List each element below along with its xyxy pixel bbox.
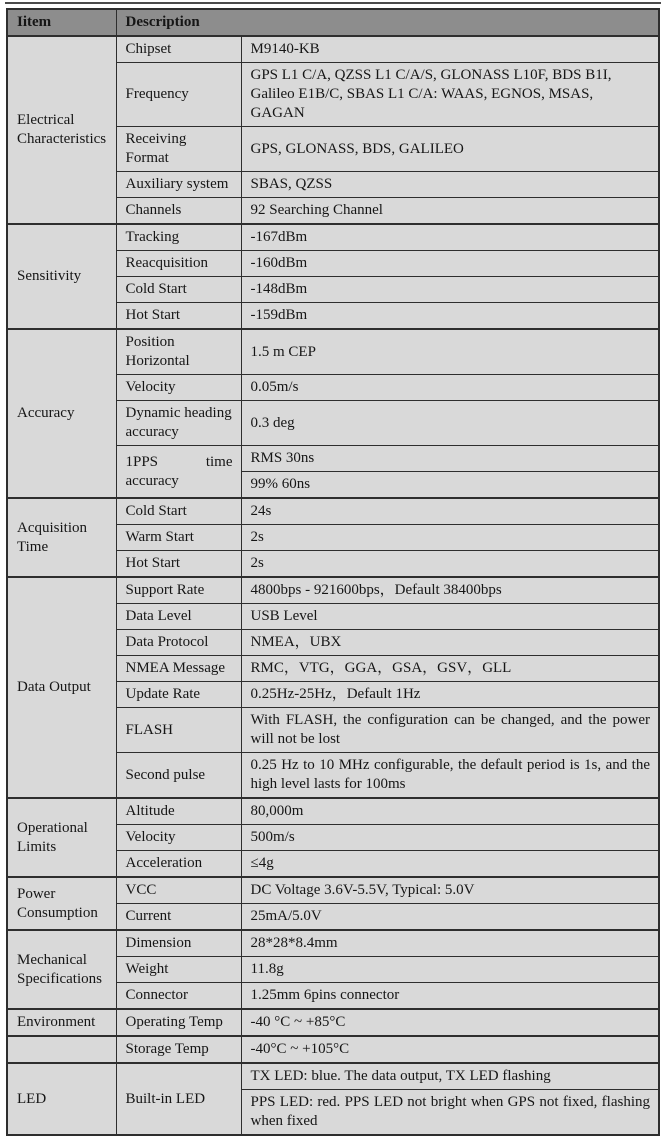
table-row (7, 930, 659, 957)
spec-label-cell: Velocity (116, 825, 241, 851)
spec-value-cell: 1.25mm 6pins connector (241, 983, 659, 1010)
category-cell: Data Output (7, 577, 116, 798)
section-led (7, 1063, 659, 1135)
spec-value-cell: TX LED: blue. The data output, TX LED flashing (241, 1063, 659, 1090)
spec-value-cell: -148dBm (241, 277, 659, 303)
spec-value-cell: ≤4g (241, 851, 659, 878)
section-data-output (7, 577, 659, 798)
category-cell: Accuracy (7, 329, 116, 498)
category-cell: Mechanical Specifications (7, 930, 116, 1009)
spec-value-cell: GPS, GLONASS, BDS, GALILEO (241, 127, 659, 172)
spec-value-cell: -159dBm (241, 303, 659, 330)
category-cell: Environment (7, 1009, 116, 1036)
spec-value-cell: RMS 30ns (241, 446, 659, 472)
spec-value-cell: 500m/s (241, 825, 659, 851)
spec-value-cell: 92 Searching Channel (241, 198, 659, 225)
spec-value-cell: 11.8g (241, 957, 659, 983)
spec-label-cell: 1PPS time accuracy (116, 446, 241, 499)
category-cell: Power Consumption (7, 877, 116, 930)
table-row (7, 36, 659, 63)
table-row (7, 498, 659, 525)
spec-label-cell: Altitude (116, 798, 241, 825)
spec-label-cell: Support Rate (116, 577, 241, 604)
spec-value-cell: NMEA，UBX (241, 630, 659, 656)
spec-label-cell: Current (116, 904, 241, 931)
spec-label-cell: Cold Start (116, 277, 241, 303)
spec-value-cell: GPS L1 C/A, QZSS L1 C/A/S, GLONASS L10F, BDS B1I, Galileo E1B/C, SBAS L1 C/A: WAAS, EGNOS, MSAS, GAGAN (241, 63, 659, 127)
section-operational-limits (7, 798, 659, 877)
spec-label-cell: Data Level (116, 604, 241, 630)
category-cell: Sensitivity (7, 224, 116, 329)
spec-label-cell: Storage Temp (116, 1036, 241, 1063)
spec-value-cell: SBAS, QZSS (241, 172, 659, 198)
spec-label-cell: FLASH (116, 708, 241, 753)
spec-value-cell: -167dBm (241, 224, 659, 251)
spec-value-cell: 28*28*8.4mm (241, 930, 659, 957)
spec-value-cell: RMC，VTG，GGA，GSA，GSV，GLL (241, 656, 659, 682)
spec-value-cell: 24s (241, 498, 659, 525)
spec-value-cell: 99% 60ns (241, 472, 659, 499)
section-sensitivity (7, 224, 659, 329)
spec-value-cell: 0.25 Hz to 10 MHz configurable, the default period is 1s, and the high level lasts for 100ms (241, 753, 659, 799)
spec-label-cell: Connector (116, 983, 241, 1010)
spec-table (6, 8, 660, 1136)
column-header-description: Description (116, 9, 659, 36)
section-environment (7, 1009, 659, 1036)
category-cell: Electrical Characteristics (7, 36, 116, 224)
table-row (7, 798, 659, 825)
top-divider (5, 2, 661, 4)
spec-value-cell: 0.05m/s (241, 375, 659, 401)
spec-label-cell: Data Protocol (116, 630, 241, 656)
table-row (7, 577, 659, 604)
spec-value-cell: M9140-KB (241, 36, 659, 63)
spec-value-cell: 0.25Hz-25Hz，Default 1Hz (241, 682, 659, 708)
spec-value-cell: USB Level (241, 604, 659, 630)
spec-value-cell: 2s (241, 525, 659, 551)
section-accuracy (7, 329, 659, 498)
spec-label-cell: Second pulse (116, 753, 241, 799)
spec-label-cell: Position Horizontal (116, 329, 241, 375)
spec-value-cell: DC Voltage 3.6V-5.5V, Typical: 5.0V (241, 877, 659, 904)
spec-value-cell: -40 °C ~ +85°C (241, 1009, 659, 1036)
table-row (7, 1063, 659, 1090)
section-acquisition-time (7, 498, 659, 577)
spec-value-cell: 0.3 deg (241, 401, 659, 446)
spec-value-cell: 1.5 m CEP (241, 329, 659, 375)
spec-value-cell: 25mA/5.0V (241, 904, 659, 931)
section-untitled (7, 1036, 659, 1063)
spec-value-cell: With FLASH, the configuration can be changed, and the power will not be lost (241, 708, 659, 753)
spec-label-cell: Warm Start (116, 525, 241, 551)
spec-label-cell: Chipset (116, 36, 241, 63)
spec-label-cell: Auxiliary system (116, 172, 241, 198)
spec-label-cell: Operating Temp (116, 1009, 241, 1036)
spec-label-cell: Channels (116, 198, 241, 225)
column-header-item: Iitem (7, 9, 116, 36)
spec-label-cell: Reacquisition (116, 251, 241, 277)
spec-value-cell: -40°C ~ +105°C (241, 1036, 659, 1063)
table-row (7, 877, 659, 904)
table-row (7, 224, 659, 251)
spec-label-cell: Frequency (116, 63, 241, 127)
spec-value-cell: 80,000m (241, 798, 659, 825)
header-row (7, 9, 659, 36)
category-cell: Operational Limits (7, 798, 116, 877)
spec-label-cell: Velocity (116, 375, 241, 401)
category-cell: Acquisition Time (7, 498, 116, 577)
spec-value-cell: PPS LED: red. PPS LED not bright when GPS not fixed, flashing when fixed (241, 1090, 659, 1136)
table-row (7, 329, 659, 375)
spec-label-cell: Update Rate (116, 682, 241, 708)
table-row (7, 1036, 659, 1063)
spec-value-cell: -160dBm (241, 251, 659, 277)
spec-label-cell: Tracking (116, 224, 241, 251)
spec-label-cell: Hot Start (116, 551, 241, 578)
category-cell (7, 1036, 116, 1063)
table-row (7, 1009, 659, 1036)
section-power-consumption (7, 877, 659, 930)
spec-label-cell: Dynamic heading accuracy (116, 401, 241, 446)
spec-label-cell: Receiving Format (116, 127, 241, 172)
spec-label-cell: NMEA Message (116, 656, 241, 682)
spec-label-cell: VCC (116, 877, 241, 904)
spec-table-header (7, 9, 659, 36)
spec-value-cell: 2s (241, 551, 659, 578)
spec-label-cell: Acceleration (116, 851, 241, 878)
spec-label-cell: Built-in LED (116, 1063, 241, 1135)
spec-label-cell: Cold Start (116, 498, 241, 525)
spec-label-cell: Weight (116, 957, 241, 983)
spec-label-cell: Hot Start (116, 303, 241, 330)
category-cell: LED (7, 1063, 116, 1135)
spec-label-cell: Dimension (116, 930, 241, 957)
section-electrical-characteristics (7, 36, 659, 224)
section-mechanical-specifications (7, 930, 659, 1009)
spec-value-cell: 4800bps - 921600bps，Default 38400bps (241, 577, 659, 604)
